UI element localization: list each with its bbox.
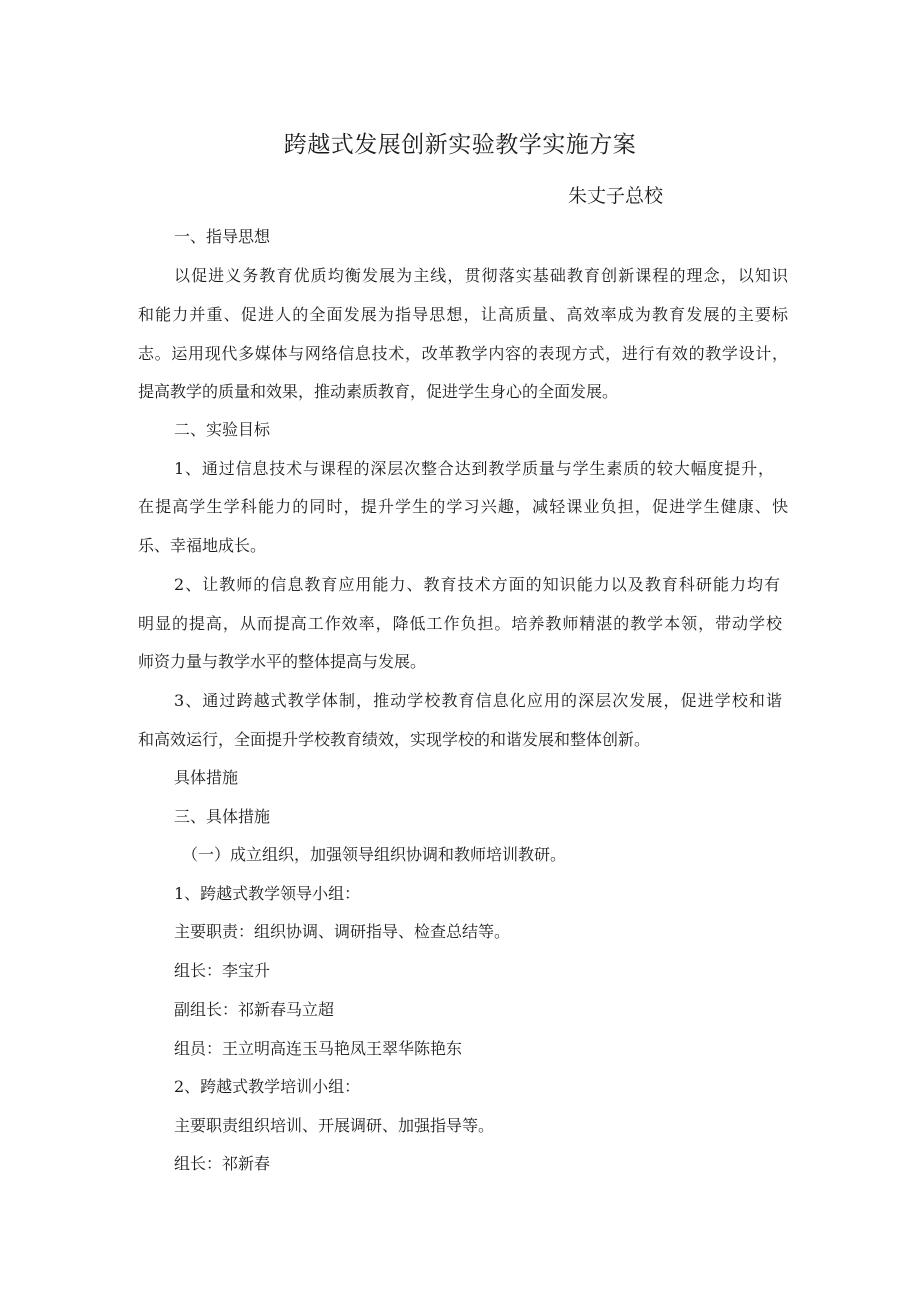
group-vice-leader: 副组长：祁新春马立超 <box>174 1000 335 1019</box>
group-title: 2、跨越式教学培训小组： <box>174 1077 361 1096</box>
group-leader: 组长：祁新春 <box>174 1154 271 1173</box>
subsection-heading: （一）成立组织，加强领导组织协调和教师培训教研。 <box>182 845 567 864</box>
group-members: 组员：王立明高连玉马艳凤王翠华陈艳东 <box>174 1039 463 1058</box>
paragraph-line: 师资力量与教学水平的整体提高与发展。 <box>138 652 427 671</box>
group-leader: 组长：李宝升 <box>174 961 271 980</box>
paragraph-line: 志。运用现代多媒体与网络信息技术，改革教学内容的表现方式，进行有效的教学设计， <box>138 344 788 363</box>
paragraph-line: 明显的提高，从而提高工作效率，降低工作负担。培养教师精湛的教学本领，带动学校 <box>138 614 782 633</box>
paragraph-line: 3、通过跨越式教学体制，推动学校教育信息化应用的深层次发展，促进学校和谐 <box>174 691 782 710</box>
paragraph-line: 2、让教师的信息教育应用能力、教育技术方面的知识能力以及教育科研能力均有 <box>174 575 780 594</box>
section-heading-2: 二、实验目标 <box>174 420 271 439</box>
measures-label: 具体措施 <box>174 768 239 787</box>
paragraph-line: 在提高学生学科能力的同时，提升学生的学习兴趣，减轻课业负担，促进学生健康、快 <box>138 497 788 516</box>
paragraph-line: 乐、幸福地成长。 <box>138 536 267 555</box>
section-heading-1: 一、指导思想 <box>174 227 271 246</box>
group-duty: 主要职责：组织协调、调研指导、检查总结等。 <box>174 922 511 941</box>
section-heading-3: 三、具体措施 <box>174 807 271 826</box>
paragraph-line: 和能力并重、促进人的全面发展为指导思想，让高质量、高效率成为教育发展的主要标 <box>138 305 788 324</box>
group-title: 1、跨越式教学领导小组： <box>174 884 361 903</box>
paragraph-line: 以促进义务教育优质均衡发展为主线，贯彻落实基础教育创新课程的理念，以知识 <box>174 266 788 285</box>
paragraph-line: 提高教学的质量和效果，推动素质教育，促进学生身心的全面发展。 <box>138 382 619 401</box>
document-title: 跨越式发展创新实验教学实施方案 <box>283 132 637 158</box>
group-duty: 主要职责组织培训、开展调研、加强指导等。 <box>174 1116 495 1135</box>
paragraph-line: 1、通过信息技术与课程的深层次整合达到教学质量与学生素质的较大幅度提升， <box>174 459 774 478</box>
author-school: 朱丈子总校 <box>568 185 664 207</box>
paragraph-line: 和高效运行，全面提升学校教育绩效，实现学校的和谐发展和整体创新。 <box>138 730 651 749</box>
